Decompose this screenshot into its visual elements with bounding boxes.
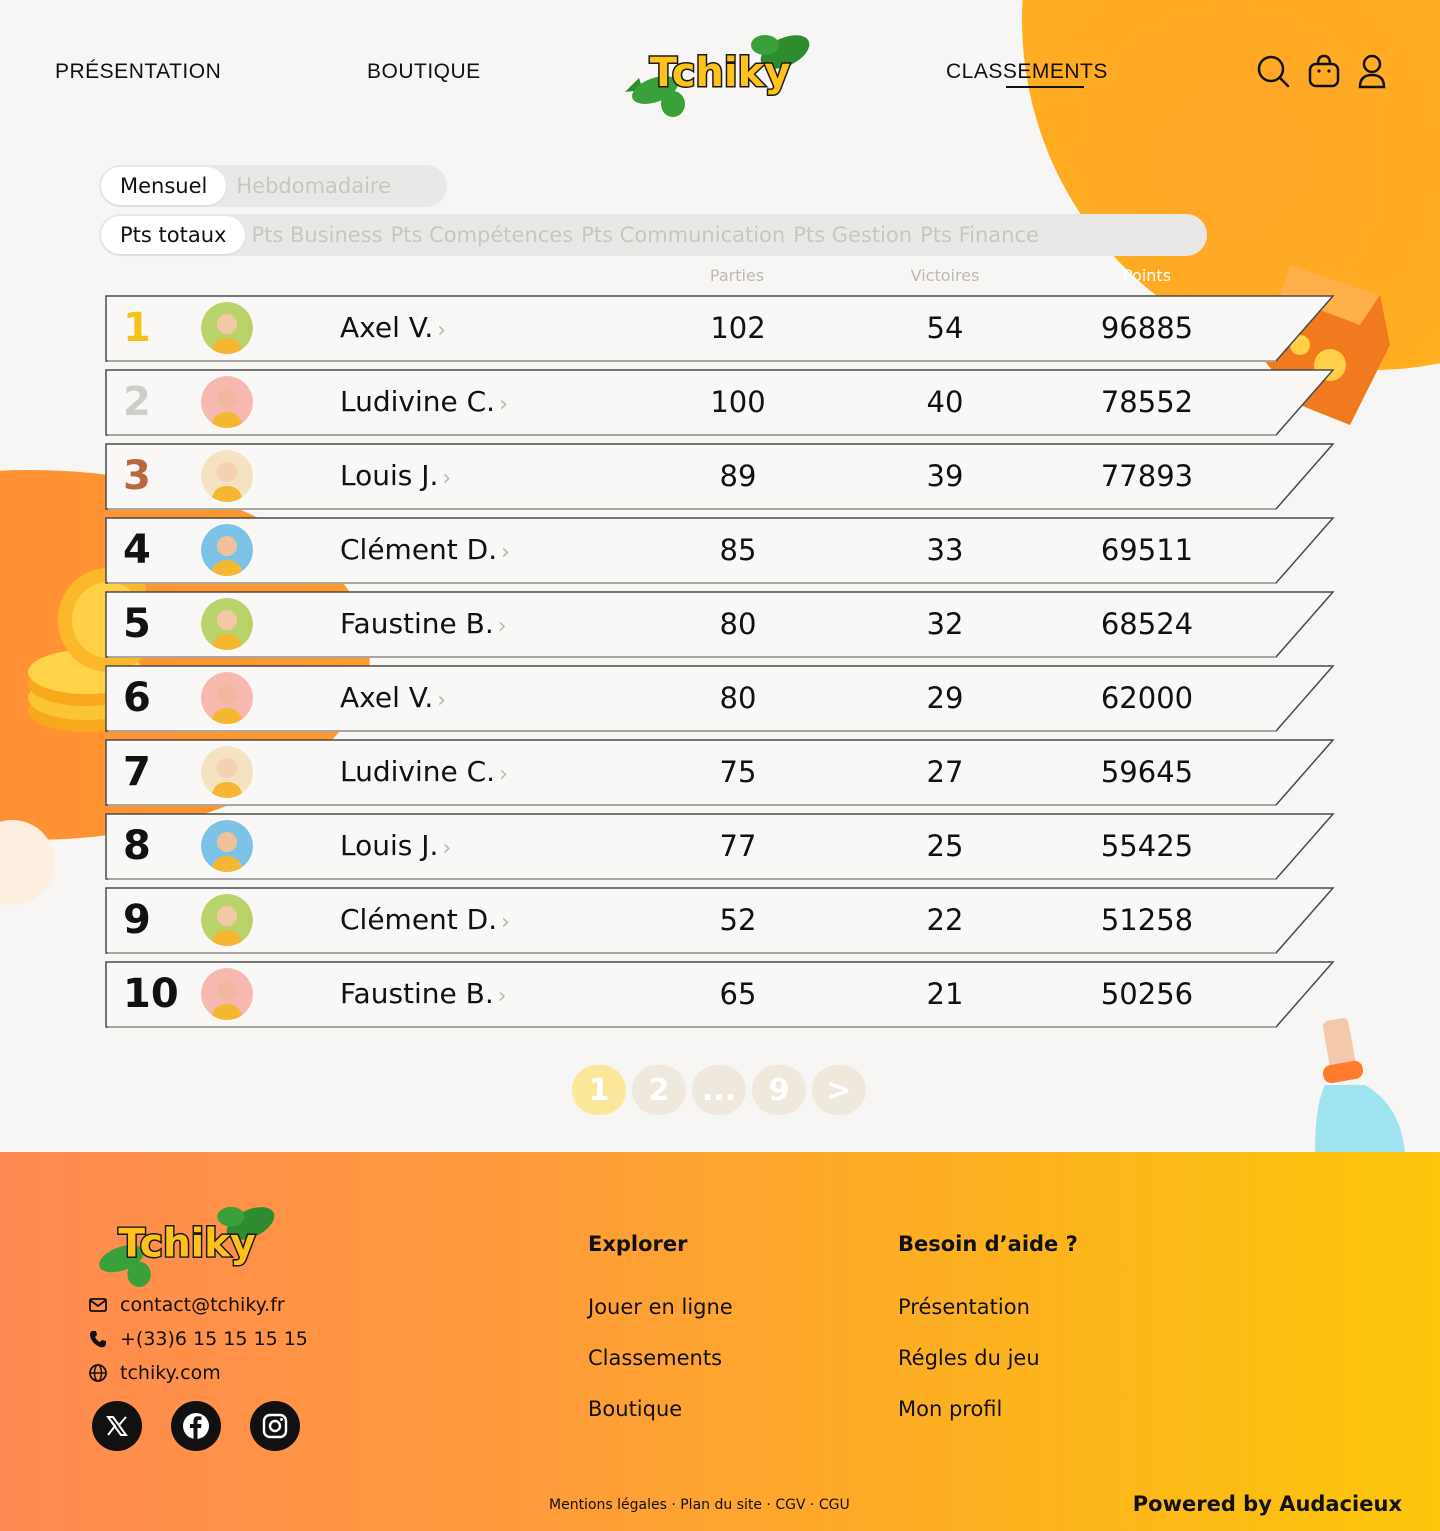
points-value: 69511 <box>1100 533 1194 567</box>
parties-value: 77 <box>719 829 757 863</box>
player-name-link[interactable] <box>340 591 507 657</box>
footer-powered-by[interactable]: Powered by Audacieux <box>1132 1492 1402 1516</box>
rank-number: 8 <box>123 823 151 869</box>
player-avatar[interactable] <box>201 894 253 946</box>
player-name: Clément D. <box>340 903 498 936</box>
player-name: Axel V. <box>340 681 434 714</box>
mail-icon <box>88 1295 108 1315</box>
chevron-right-icon: › <box>499 392 508 417</box>
player-name-link[interactable] <box>340 443 451 509</box>
points-value: 50256 <box>1100 977 1194 1011</box>
player-name-link[interactable] <box>340 739 508 805</box>
rank-number: 9 <box>123 897 151 943</box>
potion-bottle-illustration <box>1305 1015 1415 1152</box>
parties-value: 85 <box>719 533 757 567</box>
pagination <box>572 1065 866 1115</box>
rank-number: 4 <box>123 527 151 573</box>
victoires-value: 21 <box>926 977 964 1011</box>
player-avatar[interactable] <box>201 302 253 354</box>
tab-pts-communication[interactable]: Pts Communication <box>581 223 786 247</box>
points-value: 62000 <box>1100 681 1194 715</box>
player-name: Louis J. <box>340 459 439 492</box>
user-icon[interactable] <box>1356 53 1390 89</box>
points-value: 51258 <box>1100 903 1194 937</box>
rank-number: 7 <box>123 749 151 795</box>
column-header-points: Points <box>1122 266 1172 285</box>
footer-website-text: tchiky.com <box>120 1362 221 1384</box>
player-name: Axel V. <box>340 311 434 344</box>
page-ellipsis: ... <box>692 1065 746 1115</box>
phone-icon <box>88 1329 108 1349</box>
victoires-value: 40 <box>926 385 964 419</box>
leaderboard-row[interactable] <box>105 295 1335 361</box>
parties-value: 89 <box>719 459 757 493</box>
player-name-link[interactable] <box>340 887 510 953</box>
parties-value: 75 <box>719 755 757 789</box>
points-tabs <box>99 214 1207 256</box>
victoires-value: 22 <box>926 903 964 937</box>
rank-number: 5 <box>123 601 151 647</box>
parties-value: 52 <box>719 903 757 937</box>
leaderboard-row[interactable] <box>105 887 1335 953</box>
parties-value: 65 <box>719 977 757 1011</box>
top-navigation <box>0 0 1440 140</box>
leaderboard-row[interactable] <box>105 739 1335 805</box>
footer-email-text: contact@tchiky.fr <box>120 1294 285 1316</box>
player-name-link[interactable] <box>340 961 507 1027</box>
chevron-right-icon: › <box>442 466 452 491</box>
chevron-right-icon: › <box>437 688 447 713</box>
page-9-button[interactable]: 9 <box>752 1065 806 1115</box>
victoires-value: 32 <box>926 607 964 641</box>
points-value: 96885 <box>1100 311 1194 345</box>
instagram-button[interactable] <box>250 1401 300 1451</box>
footer-help-title: Besoin d’aide ? <box>898 1232 1078 1256</box>
facebook-button[interactable] <box>171 1401 221 1451</box>
victoires-value: 27 <box>926 755 964 789</box>
footer-legal-links[interactable]: Mentions légales · Plan du site · CGV · CGU <box>549 1497 850 1513</box>
rank-number: 2 <box>123 379 151 425</box>
footer-link-classements[interactable]: Classements <box>588 1346 723 1370</box>
player-name-link[interactable] <box>340 665 446 731</box>
search-icon[interactable] <box>1256 53 1290 89</box>
nav-classements[interactable]: CLASSEMENTS <box>946 60 1108 83</box>
x-twitter-icon <box>105 1414 129 1438</box>
parties-value: 80 <box>719 607 757 641</box>
player-avatar[interactable] <box>201 450 253 502</box>
tchiky-logo[interactable] <box>625 30 815 118</box>
next-page-button[interactable]: > <box>812 1065 866 1115</box>
tab-pts-finance[interactable]: Pts Finance <box>920 223 1039 247</box>
victoires-value: 39 <box>926 459 964 493</box>
victoires-value: 29 <box>926 681 964 715</box>
page-2-button[interactable]: 2 <box>632 1065 686 1115</box>
player-avatar[interactable] <box>201 746 253 798</box>
tab-mensuel[interactable]: Mensuel <box>101 167 226 205</box>
tab-pts-competences[interactable]: Pts Compétences <box>390 223 574 247</box>
player-name: Ludivine C. <box>340 385 496 418</box>
rank-number: 1 <box>123 305 151 351</box>
leaderboard-row[interactable] <box>105 443 1335 509</box>
footer-phone-text: +(33)6 15 15 15 15 <box>120 1328 308 1350</box>
footer-email[interactable] <box>88 1294 285 1316</box>
logo-text: Tchiky <box>649 50 791 96</box>
footer-link-boutique[interactable]: Boutique <box>588 1397 683 1421</box>
player-avatar[interactable] <box>201 376 253 428</box>
footer-link-profil[interactable]: Mon profil <box>898 1397 1003 1421</box>
victoires-value: 33 <box>926 533 964 567</box>
player-name-link[interactable] <box>340 369 508 435</box>
player-name: Louis J. <box>340 829 439 862</box>
player-avatar[interactable] <box>201 968 253 1020</box>
player-avatar[interactable] <box>201 524 253 576</box>
points-value: 68524 <box>1100 607 1194 641</box>
instagram-icon <box>262 1413 288 1439</box>
player-avatar[interactable] <box>201 820 253 872</box>
points-value: 77893 <box>1100 459 1194 493</box>
points-value: 55425 <box>1100 829 1194 863</box>
nav-boutique[interactable]: BOUTIQUE <box>367 60 481 83</box>
page-1-button[interactable]: 1 <box>572 1065 626 1115</box>
leaderboard-row[interactable] <box>105 517 1335 583</box>
tab-hebdomadaire[interactable]: Hebdomadaire <box>236 174 392 198</box>
column-header-victoires: Victoires <box>910 266 980 285</box>
victoires-value: 54 <box>926 311 964 345</box>
leaderboard-row[interactable] <box>105 665 1335 731</box>
nav-presentation[interactable]: PRÉSENTATION <box>55 60 222 83</box>
points-value: 59645 <box>1100 755 1194 789</box>
parties-value: 80 <box>719 681 757 715</box>
player-name: Clément D. <box>340 533 498 566</box>
chevron-right-icon: › <box>437 318 447 343</box>
tab-pts-totaux[interactable]: Pts totaux <box>101 216 245 254</box>
chevron-right-icon: › <box>499 762 508 787</box>
parties-value: 100 <box>710 385 766 419</box>
footer-link-jouer[interactable]: Jouer en ligne <box>588 1295 733 1319</box>
chevron-right-icon: › <box>497 984 507 1009</box>
footer-explorer-title: Explorer <box>588 1232 688 1256</box>
footer-tchiky-logo[interactable] <box>92 1202 282 1288</box>
player-name: Ludivine C. <box>340 755 496 788</box>
player-name-link[interactable] <box>340 517 510 583</box>
player-avatar[interactable] <box>201 598 253 650</box>
parties-value: 102 <box>710 311 766 345</box>
chevron-right-icon: › <box>497 614 507 639</box>
period-tabs <box>99 165 447 207</box>
tab-pts-business[interactable]: Pts Business <box>251 223 383 247</box>
victoires-value: 25 <box>926 829 964 863</box>
leaderboard-row[interactable] <box>105 813 1335 879</box>
rank-number: 6 <box>123 675 151 721</box>
chevron-right-icon: › <box>442 836 452 861</box>
player-name-link[interactable] <box>340 295 446 361</box>
footer <box>0 1152 1440 1531</box>
x-twitter-button[interactable] <box>92 1401 142 1451</box>
player-avatar[interactable] <box>201 672 253 724</box>
player-name: Faustine B. <box>340 607 494 640</box>
footer-link-regles[interactable]: Régles du jeu <box>898 1346 1040 1370</box>
nav-active-underline <box>1006 86 1084 88</box>
player-name: Faustine B. <box>340 977 494 1010</box>
facebook-icon <box>182 1412 210 1440</box>
leaderboard-row[interactable] <box>105 591 1335 657</box>
globe-icon <box>88 1363 108 1383</box>
leaderboard-row[interactable] <box>105 369 1335 435</box>
leaderboard-row[interactable] <box>105 961 1335 1027</box>
player-name-link[interactable] <box>340 813 451 879</box>
column-header-parties: Parties <box>709 266 765 285</box>
footer-link-presentation[interactable]: Présentation <box>898 1295 1030 1319</box>
footer-website[interactable] <box>88 1362 221 1384</box>
points-value: 78552 <box>1100 385 1194 419</box>
rank-number: 3 <box>123 453 151 499</box>
footer-phone[interactable] <box>88 1328 308 1350</box>
bag-icon[interactable] <box>1307 53 1341 89</box>
footer-logo-text: Tchiky <box>118 1221 256 1267</box>
chevron-right-icon: › <box>501 910 510 935</box>
tab-pts-gestion[interactable]: Pts Gestion <box>793 223 913 247</box>
chevron-right-icon: › <box>501 540 510 565</box>
rank-number: 10 <box>123 971 179 1017</box>
